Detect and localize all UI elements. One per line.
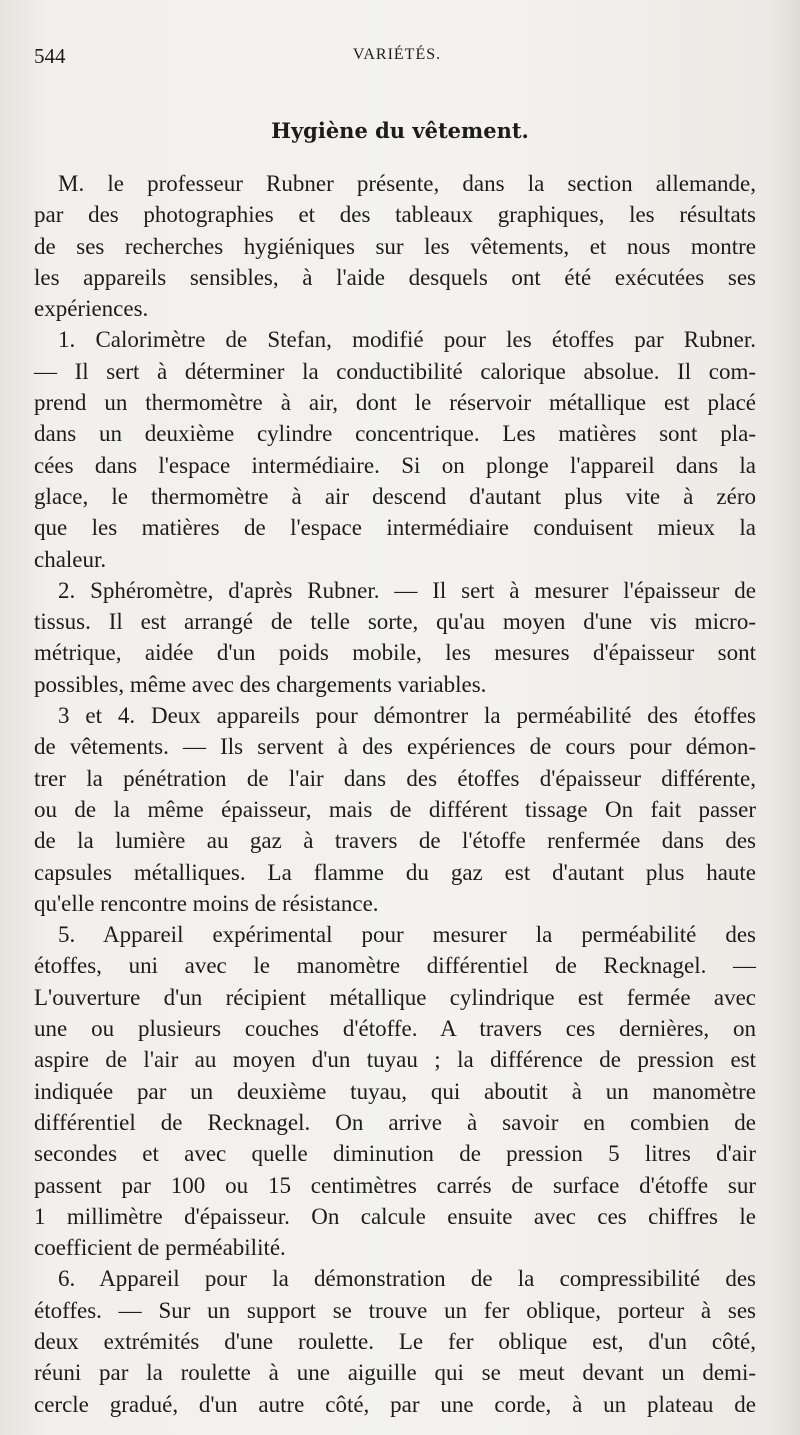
running-head: VARIÉTÉS.	[352, 46, 442, 63]
text-line: tissus. Il est arrangé de telle sorte, qu'au moyen d'une vis micro-	[34, 609, 756, 635]
text-line: trer la pénétration de l'air dans des étoffes d'épaisseur différente,	[34, 765, 756, 791]
text-line: une ou plusieurs couches d'étoffe. A travers ces dernières, on	[34, 1016, 756, 1042]
article-body	[34, 168, 756, 1420]
text-line: de ses recherches hygiéniques sur les vêtements, et nous montre	[34, 233, 756, 259]
text-line: de la lumière au gaz à travers de l'étoffe renfermée dans des	[34, 828, 756, 854]
text-line: ou de la même épaisseur, mais de différent tissage On fait passer	[34, 796, 756, 822]
section-title: Hygiène du vêtement.	[271, 118, 529, 143]
text-line: capsules métalliques. La flamme du gaz est d'autant plus haute	[34, 859, 756, 885]
text-line: de vêtements. — Ils servent à des expériences de cours pour démon-	[34, 734, 756, 760]
text-line: indiquée par un deuxième tuyau, qui aboutit à un manomètre	[34, 1078, 756, 1104]
text-line: différentiel de Recknagel. On arrive à savoir en combien de	[34, 1109, 756, 1135]
text-line: possibles, même avec des chargements variables.	[34, 671, 487, 697]
text-line: 3 et 4. Deux appareils pour démontrer la perméabilité des étoffes	[58, 703, 756, 729]
text-line: 2. Sphéromètre, d'après Rubner. — Il sert à mesurer l'épaisseur de	[58, 577, 756, 603]
text-line: expériences.	[34, 296, 149, 322]
paragraph-3	[34, 575, 756, 700]
text-line: 6. Appareil pour la démonstration de la compressibilité des	[58, 1266, 756, 1292]
text-line: — Il sert à déterminer la conductibilité calorique absolue. Il com-	[34, 358, 756, 384]
paragraph-4	[34, 700, 756, 919]
text-line: étoffes. — Sur un support se trouve un fer oblique, porteur à ses	[34, 1297, 756, 1323]
text-line: que les matières de l'espace intermédiaire conduisent mieux la	[34, 515, 756, 541]
text-line: 1 millimètre d'épaisseur. On calcule ensuite avec ces chiffres le	[34, 1203, 756, 1229]
text-line: passent par 100 ou 15 centimètres carrés de surface d'étoffe sur	[34, 1172, 756, 1198]
text-line: qu'elle rencontre moins de résistance.	[34, 890, 379, 916]
text-line: métrique, aidée d'un poids mobile, les mesures d'épaisseur sont	[34, 640, 756, 666]
text-line: deux extrémités d'une roulette. Le fer oblique est, d'un côté,	[34, 1328, 756, 1354]
text-line: réuni par la roulette à une aiguille qui se meut devant un demi-	[34, 1360, 756, 1386]
text-line: secondes et avec quelle diminution de pression 5 litres d'air	[34, 1141, 756, 1167]
paragraph-1	[34, 168, 756, 324]
text-line: L'ouverture d'un récipient métallique cylindrique est fermée avec	[34, 984, 756, 1010]
text-line: cercle gradué, d'un autre côté, par une corde, à un plateau de	[34, 1391, 756, 1417]
text-line: glace, le thermomètre à air descend d'autant plus vite à zéro	[34, 483, 756, 509]
paragraph-2	[34, 324, 756, 574]
page-number: 544	[34, 44, 66, 68]
paragraph-5	[34, 919, 756, 1263]
text-line: cées dans l'espace intermédiaire. Si on plonge l'appareil dans la	[34, 452, 756, 478]
text-line: chaleur.	[34, 546, 107, 572]
text-line: par des photographies et des tableaux graphiques, les résultats	[34, 202, 756, 228]
text-line: les appareils sensibles, à l'aide desquels ont été exécutées ses	[34, 264, 756, 290]
text-line: aspire de l'air au moyen d'un tuyau ; la différence de pression est	[34, 1047, 756, 1073]
text-line: 1. Calorimètre de Stefan, modifié pour les étoffes par Rubner.	[58, 327, 756, 353]
text-line: 5. Appareil expérimental pour mesurer la perméabilité des	[58, 922, 756, 948]
paragraph-6	[34, 1263, 756, 1419]
text-line: prend un thermomètre à air, dont le réservoir métallique est placé	[34, 390, 756, 416]
text-line: M. le professeur Rubner présente, dans la section allemande,	[58, 171, 756, 196]
text-line: coefficient de perméabilité.	[34, 1235, 286, 1261]
text-line: étoffes, uni avec le manomètre différentiel de Recknagel. —	[34, 953, 756, 979]
text-line: dans un deuxième cylindre concentrique. Les matières sont pla-	[34, 421, 756, 447]
page-header	[34, 44, 760, 74]
